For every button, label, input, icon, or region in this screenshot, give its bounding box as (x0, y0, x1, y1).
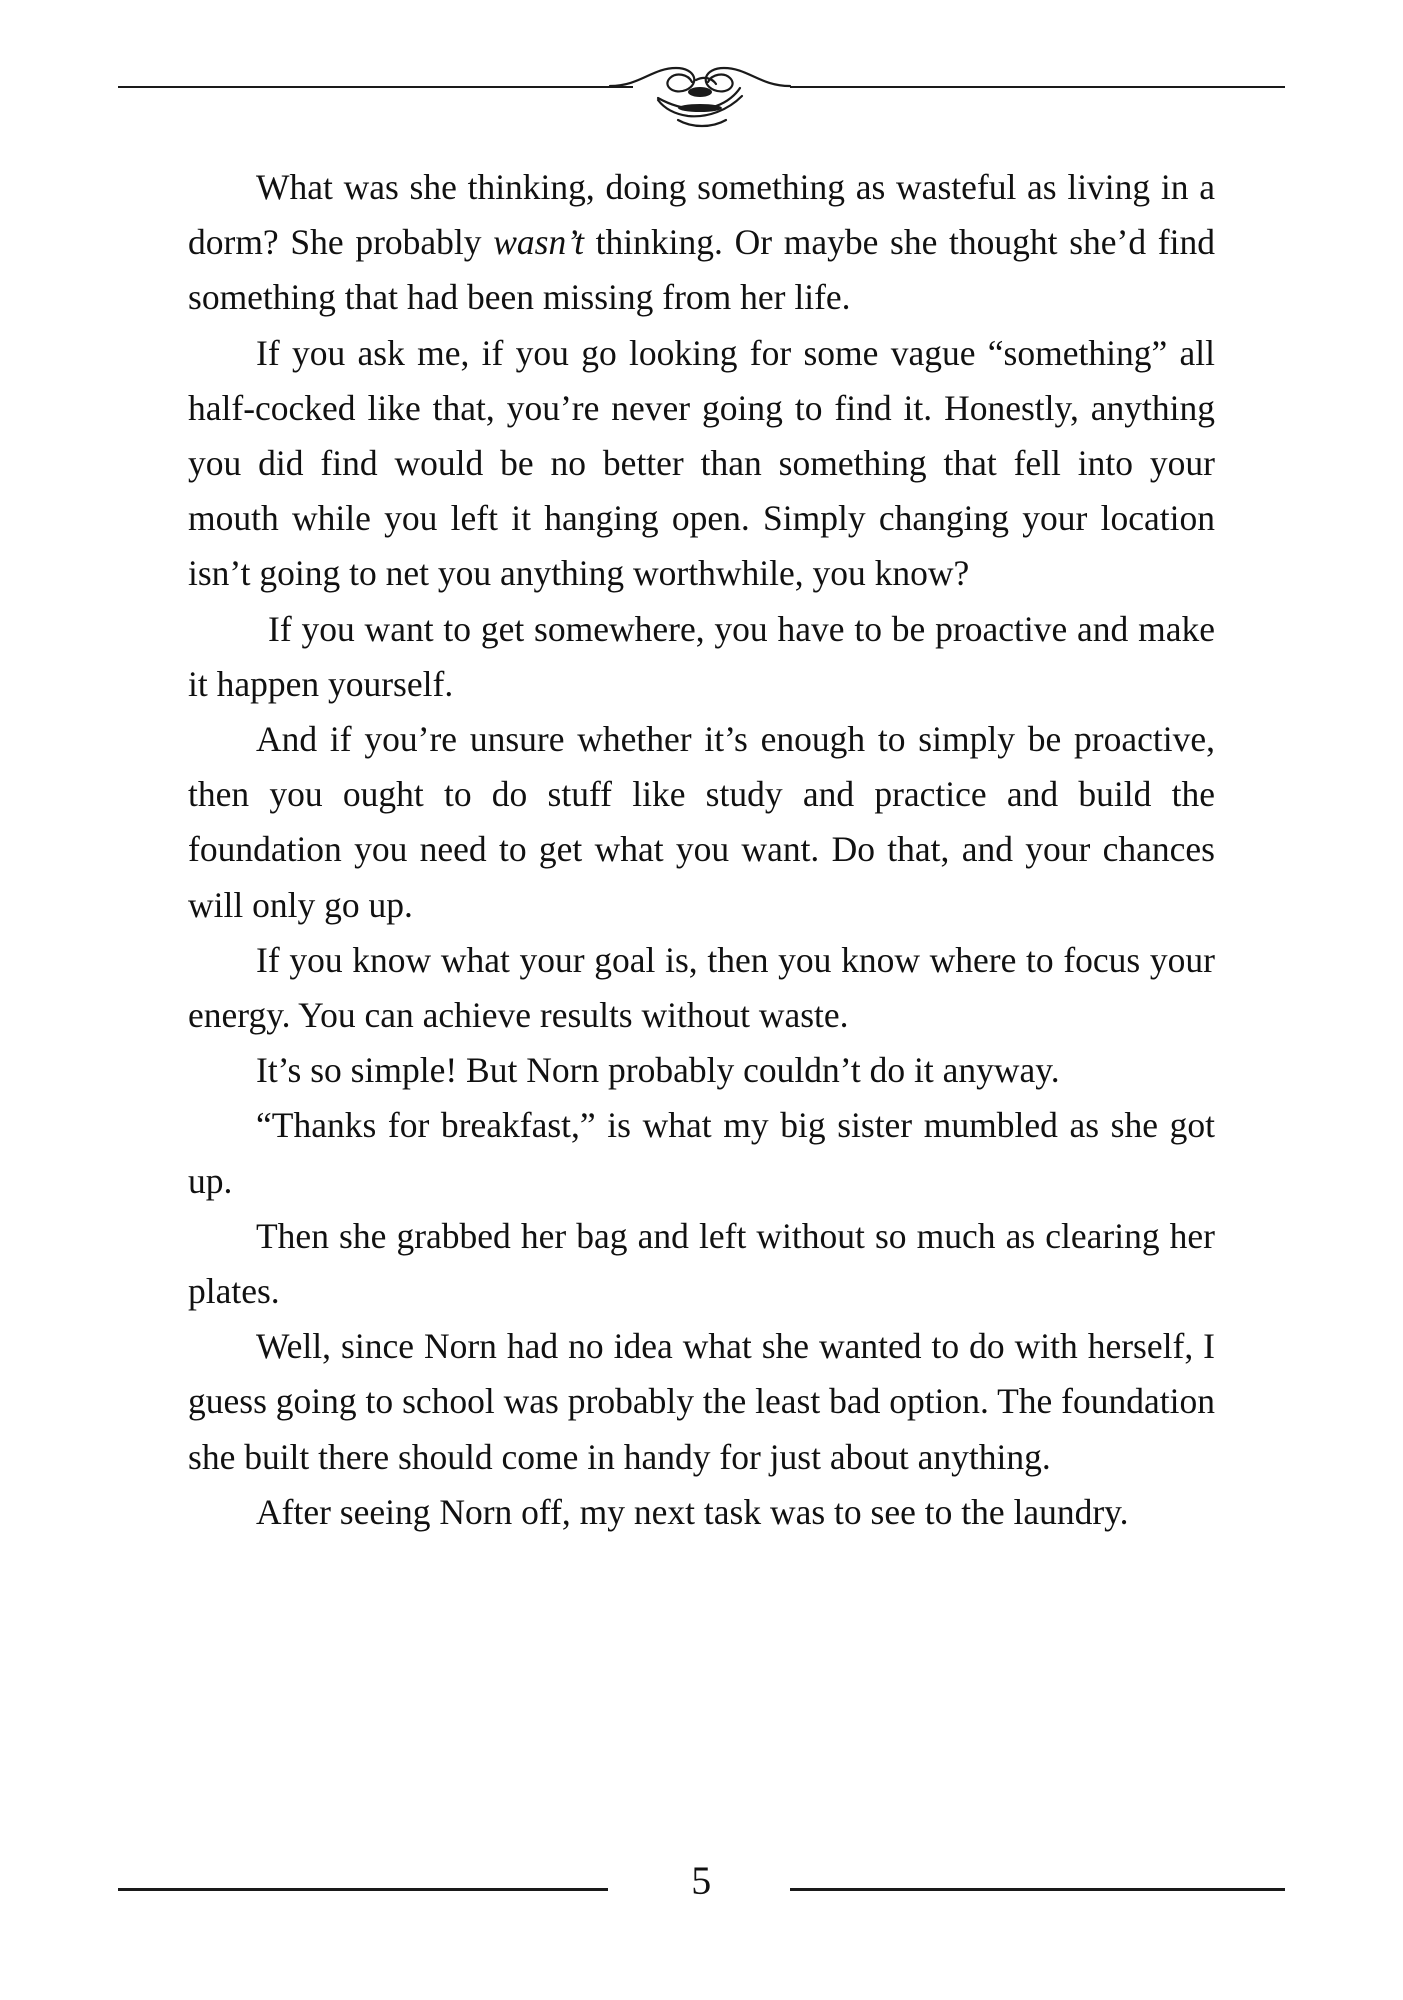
header-rule-left (118, 86, 633, 88)
paragraph-1-part-b: thinking. Or maybe she thought she’d find something that had been missing from her life. (188, 222, 1215, 318)
paragraph-2: If you ask me, if you go looking for some vague “something” all half-cocked like that, you’re never going to find it. Honestly, anything you did find would be no better than something that fell into your mouth while you left it hanging open. Simply changing your location isn’t going to net you anything worthwhile, you know? (188, 332, 1215, 594)
paragraph-8: Then she grabbed her bag and left without so much as clearing her plates. (188, 1215, 1215, 1312)
scroll-flourish-ornament-icon (600, 40, 800, 140)
paragraph-3: If you want to get somewhere, you have to be proactive and make it happen yourself. (188, 608, 1215, 704)
paragraph-1-italic: wasn’t (493, 222, 584, 263)
paragraph-4: And if you’re unsure whether it’s enough to simply be proactive, then you ought to do stuff like study and practice and build the foundation you need to get what you want. Do that, and your chances will only go up. (188, 719, 1215, 925)
paragraph-6: It’s so simple! But Norn probably couldn’t do it anyway. (256, 1050, 1060, 1091)
page-number: 5 (691, 1858, 712, 1903)
paragraph-10: After seeing Norn off, my next task was to see to the laundry. (256, 1491, 1129, 1532)
paragraph-5: If you know what your goal is, then you know where to focus your energy. You can achieve results without waste. (188, 939, 1215, 1036)
header-rule-right (790, 86, 1285, 88)
paragraph-1-part-a: What was she thinking, doing something as wasteful as living in a dorm? She probably (188, 167, 1215, 263)
page-header-ornament (0, 0, 1403, 160)
paragraph-1 (188, 160, 1215, 326)
page-body-text (0, 160, 1403, 2000)
paragraph-9: Well, since Norn had no idea what she wanted to do with herself, I guess going to school was probably the least bad option. The foundation she built there should come in handy for just about anything. (188, 1326, 1215, 1477)
paragraph-7: “Thanks for breakfast,” is what my big sister mumbled as she got up. (188, 1105, 1215, 1201)
page-footer (0, 1846, 1403, 1916)
